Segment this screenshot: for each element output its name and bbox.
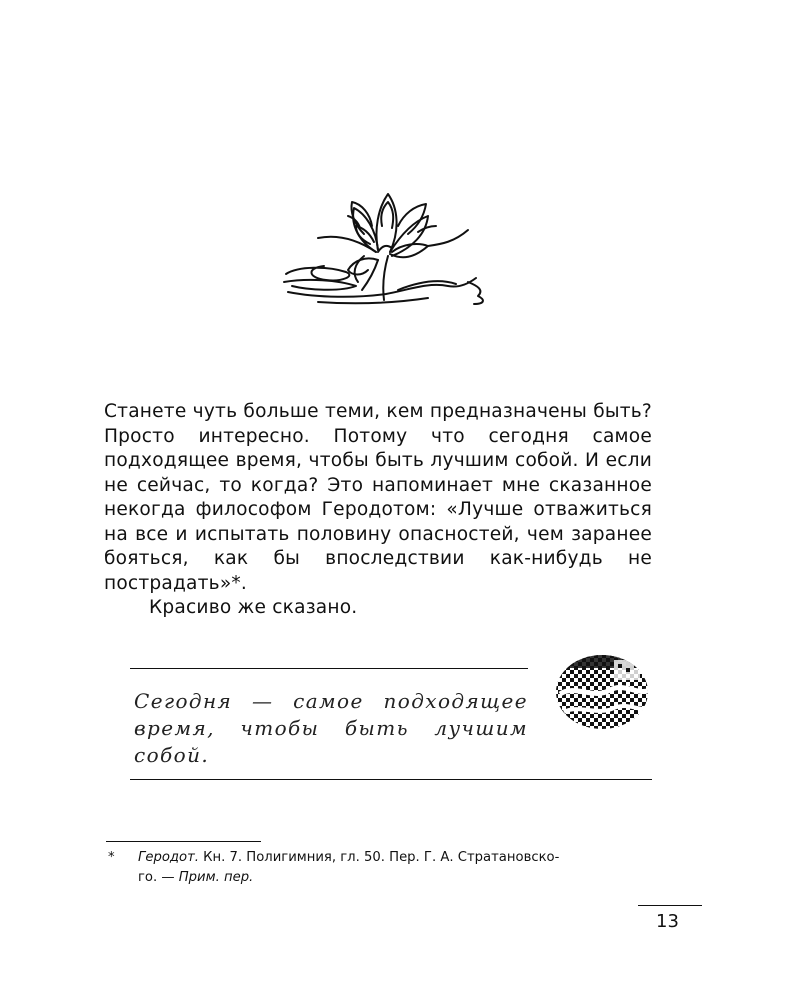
footnote-translator-note: Прим. пер. (178, 870, 254, 885)
footnote-source-cont: го. — (138, 870, 179, 885)
lotus-flower-icon (278, 186, 493, 311)
quote-top-rule (130, 668, 528, 669)
footnote-line-2 (106, 868, 661, 888)
quote-bottom-rule (130, 779, 652, 780)
checkered-globe-icon (554, 654, 650, 730)
footnote (106, 848, 661, 888)
footnote-marker: * (108, 850, 115, 865)
footnote-source: Кн. 7. Полигимния, гл. 50. Пер. Г. А. Стратановско- (198, 850, 560, 865)
footnote-line-1 (106, 848, 661, 868)
footnote-author: Геродот. (138, 850, 199, 865)
body-text (104, 400, 652, 621)
page-number-rule (638, 905, 702, 906)
body-paragraph-2: Красиво же сказано. (149, 597, 358, 618)
pull-quote: Сегодня — самое подходящее время, чтобы быть лучшим собой. (134, 689, 528, 767)
footnote-rule (106, 841, 261, 842)
body-paragraph-1: Станете чуть больше теми, кем предназначены быть? Просто интересно. Потому что сегодня самое подходящее время, чтобы быть лучшим собой. И если не сейчас, то когда? Это напоминает мне сказанное некогда философом Геродотом: «Лучше отважиться на все и испытать половину опасностей, чем заранее бояться, как бы впоследствии как-нибудь не пострадать»*. (104, 401, 652, 594)
page-number: 13 (656, 911, 679, 932)
